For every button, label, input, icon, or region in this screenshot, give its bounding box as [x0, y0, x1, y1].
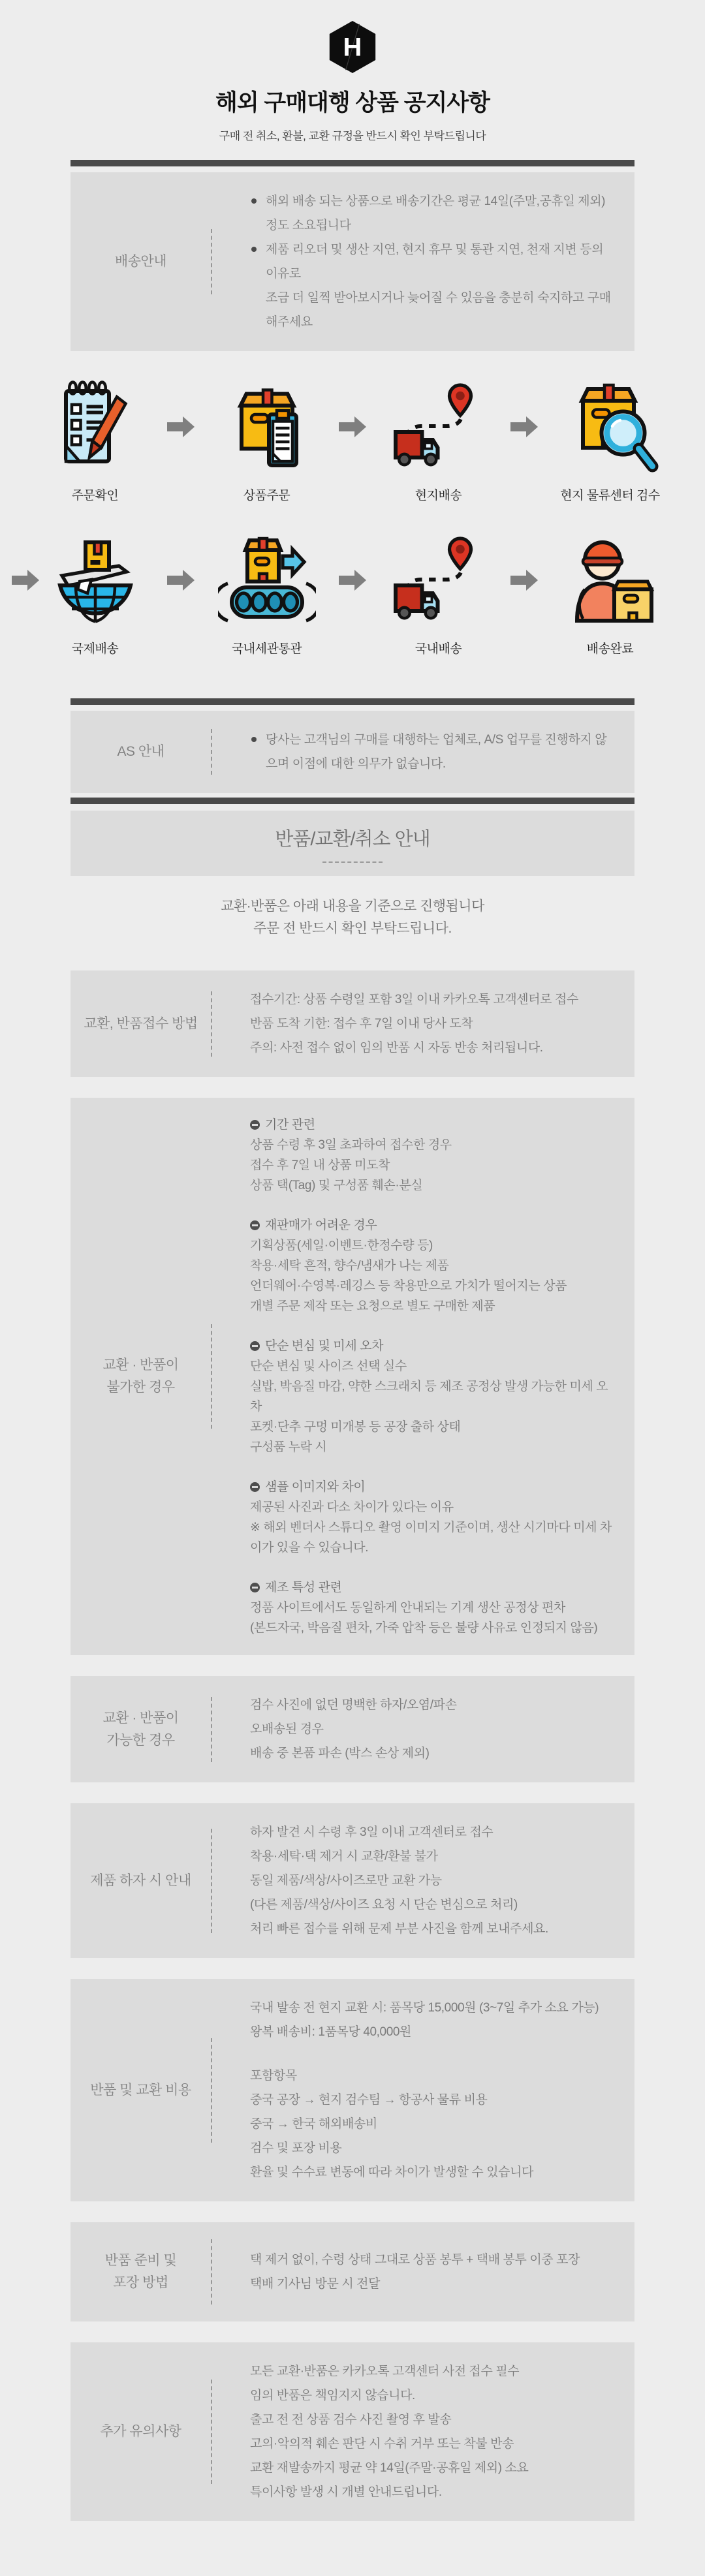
page-subtitle: 구매 전 취소, 환불, 교환 규정을 반드시 확인 부탁드립니다 — [219, 130, 486, 142]
info-box-content — [212, 1693, 615, 1765]
flow-step-label: 국제배송 — [71, 642, 119, 656]
info-box-label — [70, 2421, 211, 2443]
content-line: ※ 해외 벤더사 스튜디오 촬영 이미지 기준이며, 생산 시기마다 미세 차이가 있을 수 있습니다. — [250, 1521, 612, 1555]
content-line: 출고 전 전 상품 검수 사진 촬영 후 발송 — [250, 2413, 452, 2427]
flow-step-domestic-delivery — [373, 531, 503, 657]
info-box-label — [70, 2250, 211, 2293]
content-line: 제공된 사진과 다소 차이가 있다는 이유 — [250, 1500, 454, 1514]
content-line: 해외 배송 되는 상품으로 배송기간은 평균 14일(주말,공휴일 제외) 정도 소요됩니다 — [250, 189, 615, 238]
page-title: 해외 구매대행 상품 공지사항 — [215, 90, 490, 116]
content-group — [250, 1336, 615, 1457]
flow-step-label: 국내배송 — [415, 642, 462, 656]
content-line: 고의·악의적 훼손 판단 시 수취 거부 또는 착불 반송 — [250, 2437, 514, 2451]
info-box-label — [70, 1870, 211, 1892]
content-line: 임의 반품은 책임지지 않습니다. — [250, 2389, 415, 2402]
content-group-heading-text: 재판매가 어려운 경우 — [265, 1218, 377, 1232]
dashed-underline — [322, 861, 383, 863]
info-box-label-line: 반품 및 교환 비용 — [90, 2082, 191, 2098]
shipping-info-mount — [0, 172, 705, 351]
info-box-content — [212, 2359, 615, 2504]
as-info-mount — [0, 711, 705, 793]
content-line: 택 제거 없이, 수령 상태 그대로 상품 봉투 + 택배 봉투 이중 포장 — [250, 2253, 580, 2267]
info-box-as-info — [70, 711, 634, 793]
flow-step-local-delivery — [373, 377, 503, 503]
minus-circle-icon — [250, 1583, 260, 1592]
info-box-label-line: 교환 · 반품이 — [102, 1358, 179, 1373]
domestic-delivery-icon — [390, 531, 488, 628]
flow-step-delivery-complete — [545, 531, 675, 657]
info-box-return-packing-method — [70, 2222, 634, 2321]
content-group — [250, 1820, 615, 1941]
info-box-content — [212, 189, 615, 334]
content-line: 상품 수령 후 3일 초과하여 접수한 경우 — [250, 1138, 452, 1152]
intro-line: 주문 전 반드시 확인 부탁드립니다. — [253, 921, 452, 936]
content-line: 실밥, 박음질 마감, 약한 스크래치 등 제조 공정상 발생 가능한 미세 오차 — [250, 1380, 608, 1414]
flow-step-center-inspection — [545, 377, 675, 503]
content-line: 검수 사진에 없던 명백한 하자/오염/파손 — [250, 1698, 457, 1712]
process-flow-row-2 — [0, 531, 705, 657]
order-check-icon — [46, 377, 144, 475]
flow-step-label: 현지배송 — [415, 489, 462, 503]
info-box-content — [212, 728, 615, 776]
flow-step-international-shipping — [30, 531, 160, 657]
minus-circle-icon — [250, 1482, 260, 1492]
info-box-label — [70, 1707, 211, 1751]
content-line: 당사는 고객님의 구매를 대행하는 업체로, A/S 업무를 진행하지 않으며 이점에 대한 의무가 없습니다. — [250, 728, 615, 776]
content-group — [250, 1215, 615, 1316]
content-group — [250, 2064, 615, 2184]
content-line: 하자 발견 시 수령 후 3일 이내 고객센터로 접수 — [250, 1825, 494, 1839]
local-delivery-icon — [390, 377, 488, 475]
content-group-heading — [250, 1577, 615, 1598]
info-box-content — [212, 1820, 615, 1941]
info-box-label-line: 제품 하자 시 안내 — [90, 1872, 191, 1888]
content-group-heading — [250, 1215, 615, 1235]
flow-step-label: 상품주문 — [243, 489, 290, 503]
flow-step-label: 주문확인 — [71, 489, 119, 503]
minus-circle-icon — [250, 1220, 260, 1230]
info-box-label-line: 가능한 경우 — [106, 1732, 175, 1748]
step-arrow-icon — [12, 568, 39, 592]
step-arrow-icon — [503, 568, 545, 592]
flow-step-label: 국내세관통관 — [231, 642, 302, 656]
content-line: 환율 및 수수료 변동에 따라 차이가 발생할 수 있습니다 — [250, 2165, 534, 2179]
content-line: 접수기간: 상품 수령일 포함 3일 이내 카카오톡 고객센터로 접수 — [250, 993, 578, 1006]
info-box-label-line: 교환, 반품접수 방법 — [84, 1016, 198, 1031]
info-box-content — [212, 1996, 615, 2184]
content-line: 상품 택(Tag) 및 구성품 훼손·분실 — [250, 1179, 423, 1192]
bullet-dot-icon — [251, 247, 257, 252]
info-box-defect-guide — [70, 1803, 634, 1958]
delivery-complete-icon — [561, 531, 659, 628]
content-line: 조금 더 일찍 받아보시거나 늦어질 수 있음을 충분히 숙지하고 구매해주세요 — [266, 291, 611, 329]
info-box-shipping-info — [70, 172, 634, 351]
content-group-heading-text: 제조 특성 관련 — [265, 1581, 342, 1594]
info-box-additional-notes — [70, 2342, 634, 2521]
customs-clearance-icon — [218, 531, 316, 628]
content-line: 특이사항 발생 시 개별 안내드립니다. — [250, 2485, 442, 2499]
content-line: 반품 도착 기한: 접수 후 7일 이내 당사 도착 — [250, 1017, 473, 1031]
content-line: 정품 사이트에서도 동일하게 안내되는 기계 생산 공정상 편차 — [250, 1601, 566, 1615]
info-box-return-receipt-method — [70, 970, 634, 1077]
content-line: (다른 제품/색상/사이즈 요청 시 단순 변심으로 처리) — [250, 1898, 518, 1912]
info-box-exchange-not-allowed — [70, 1098, 634, 1655]
content-group — [250, 987, 615, 1060]
intro-line: 교환·반품은 아래 내용을 기준으로 진행됩니다 — [221, 899, 484, 914]
info-box-label — [70, 741, 211, 763]
product-order-icon — [218, 377, 316, 475]
content-group — [250, 2359, 615, 2504]
content-line: 언더웨어·수영복·레깅스 등 착용만으로 가치가 떨어지는 상품 — [250, 1279, 567, 1293]
content-line: 택배 기사님 방문 시 전달 — [250, 2277, 381, 2291]
return-section-title: 반품/교환/취소 안내 — [275, 828, 430, 850]
step-arrow-icon — [160, 568, 202, 592]
content-line: 포함항목 — [250, 2069, 297, 2083]
info-box-content — [212, 987, 615, 1060]
content-line: 제품 리오더 및 생산 지연, 현지 휴무 및 통관 지연, 천재 지변 등의 이유로 — [250, 238, 615, 286]
content-group — [250, 1477, 615, 1558]
process-flow-row-1 — [0, 377, 705, 503]
logo-letter: H — [343, 33, 362, 62]
info-box-label-line: 반품 준비 및 — [104, 2253, 177, 2269]
info-box-label — [70, 1013, 211, 1035]
flow-step-label: 현지 물류센터 검수 — [560, 489, 660, 503]
bullet-dot-icon — [251, 198, 257, 204]
content-line: 처리 빠른 접수를 위해 문제 부분 사진을 함께 보내주세요. — [250, 1922, 548, 1936]
international-shipping-icon — [46, 531, 144, 628]
step-arrow-icon — [160, 415, 202, 439]
minus-circle-icon — [250, 1120, 260, 1130]
content-line: 중국 공장 → 현지 검수팀 → 항공사 물류 비용 — [250, 2093, 488, 2107]
content-line: 단순 변심 및 사이즈 선택 실수 — [250, 1359, 407, 1373]
info-boxes-mount — [0, 970, 705, 2521]
content-group — [250, 1577, 615, 1638]
content-line: 교환 재발송까지 평균 약 14일(주말·공휴일 제외) 소요 — [250, 2461, 529, 2475]
info-box-content — [212, 1115, 615, 1638]
info-box-return-exchange-cost — [70, 1979, 634, 2201]
info-box-label — [70, 251, 211, 273]
flow-step-product-order — [202, 377, 332, 503]
content-line: 주의: 사전 접수 없이 임의 반품 시 자동 반송 처리됩니다. — [250, 1041, 543, 1055]
content-group-heading-text: 샘플 이미지와 차이 — [265, 1480, 366, 1494]
content-line: 구성품 누락 시 — [250, 1440, 327, 1454]
info-box-label-line: 불가한 경우 — [106, 1380, 175, 1395]
content-line: (본드자국, 박음질 편차, 가죽 압착 등은 불량 사유로 인정되지 않음) — [250, 1621, 598, 1635]
info-box-label-line: 배송안내 — [114, 254, 167, 270]
return-exchange-cancel-title-box — [70, 811, 634, 876]
section-divider-bar — [70, 698, 634, 705]
content-group-heading — [250, 1115, 615, 1135]
info-box-exchange-allowed — [70, 1676, 634, 1782]
info-box-label-line: 포장 방법 — [113, 2275, 168, 2290]
content-group-heading-text: 기간 관련 — [265, 1118, 315, 1132]
content-line: 포켓·단추 구멍 미개봉 등 공장 출하 상태 — [250, 1420, 461, 1434]
flow-step-customs-clearance — [202, 531, 332, 657]
content-line: 오배송된 경우 — [250, 1722, 324, 1736]
content-group-heading — [250, 1336, 615, 1356]
content-line: 동일 제품/색상/사이즈로만 교환 가능 — [250, 1874, 442, 1887]
content-line: 기획상품(세일·이벤트·한정수량 등) — [250, 1239, 433, 1252]
center-inspection-icon — [561, 377, 659, 475]
content-line: 모든 교환·반품은 카카오톡 고객센터 사전 접수 필수 — [250, 2365, 520, 2378]
content-line: 중국 → 한국 해외배송비 — [250, 2117, 377, 2131]
content-group-heading-text: 단순 변심 및 미세 오차 — [265, 1339, 384, 1353]
step-arrow-icon — [503, 415, 545, 439]
step-arrow-icon — [332, 568, 373, 592]
info-box-content — [212, 2248, 615, 2296]
content-group — [250, 2248, 615, 2296]
content-line: 착용·세탁 흔적, 향수/냄새가 나는 제품 — [250, 1259, 449, 1273]
content-group — [250, 189, 615, 334]
info-box-label-line: 교환 · 반품이 — [102, 1710, 179, 1726]
info-box-label — [70, 2079, 211, 2102]
info-box-label-line: 추가 유의사항 — [100, 2424, 181, 2440]
return-section-intro — [0, 895, 705, 940]
section-divider-bar — [70, 160, 634, 166]
bullet-dot-icon — [251, 737, 257, 742]
info-box-label-line: AS 안내 — [117, 744, 164, 760]
section-divider-bar — [70, 798, 634, 804]
content-group — [250, 1115, 615, 1196]
flow-step-order-check — [30, 377, 160, 503]
info-box-label — [70, 1354, 211, 1398]
content-line: 검수 및 포장 비용 — [250, 2141, 342, 2155]
content-group — [250, 728, 615, 776]
content-group — [250, 1996, 615, 2044]
content-line: 왕복 배송비: 1품목당 40,000원 — [250, 2025, 411, 2039]
step-arrow-icon — [332, 415, 373, 439]
content-line: 개별 주문 제작 또는 요청으로 별도 구매한 제품 — [250, 1299, 495, 1313]
content-line: 배송 중 본품 파손 (박스 손상 제외) — [250, 1746, 430, 1760]
minus-circle-icon — [250, 1341, 260, 1351]
content-line: 접수 후 7일 내 상품 미도착 — [250, 1158, 390, 1172]
flow-step-label: 배송완료 — [586, 642, 634, 656]
content-group — [250, 1693, 615, 1765]
content-line: 국내 발송 전 현지 교환 시: 품목당 15,000원 (3~7일 추가 소요 가능) — [250, 2001, 599, 2015]
content-group-heading — [250, 1477, 615, 1497]
brand-logo-hexagon — [326, 20, 379, 74]
content-line: 착용·세탁·택 제거 시 교환/환불 불가 — [250, 1850, 438, 1863]
